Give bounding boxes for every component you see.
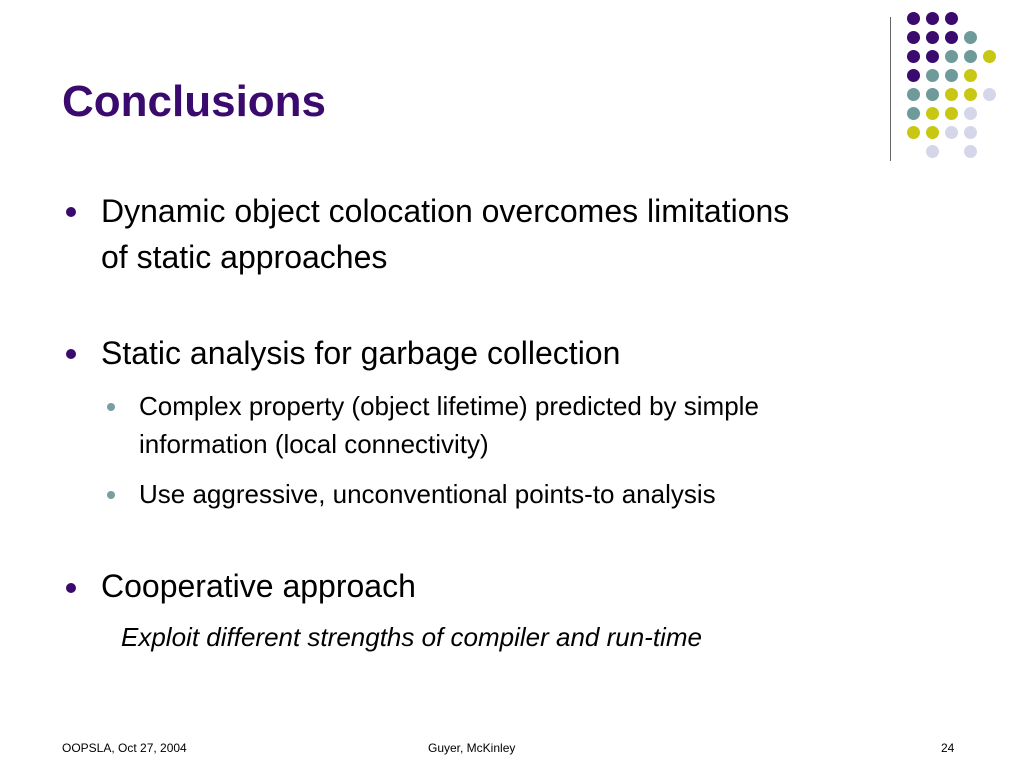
bullet-marker (66, 349, 76, 359)
decorative-dot (983, 88, 996, 101)
decorative-dot (926, 50, 939, 63)
footer-page-number: 24 (941, 741, 955, 755)
decorative-dot (907, 50, 920, 63)
decorative-dot (907, 88, 920, 101)
bullet-text-continued: of static approaches (101, 239, 388, 275)
decorative-dot (926, 69, 939, 82)
decorative-dot (945, 69, 958, 82)
decorative-dot (945, 31, 958, 44)
decorative-dot (964, 31, 977, 44)
decorative-dot (926, 145, 939, 158)
decorative-dot (926, 126, 939, 139)
decorative-dot (945, 126, 958, 139)
decorative-dot (926, 88, 939, 101)
sub-bullet-marker (107, 491, 115, 499)
sub-bullet-marker (107, 403, 115, 411)
decorative-dot (964, 88, 977, 101)
decorative-dot (945, 88, 958, 101)
decorative-dot-grid (905, 10, 1015, 170)
decorative-dot (907, 31, 920, 44)
bullet-marker (66, 583, 76, 593)
decorative-dot (964, 126, 977, 139)
decorative-dot (945, 107, 958, 120)
decorative-dot (907, 126, 920, 139)
bullet-text: Dynamic object colocation overcomes limitations (101, 193, 790, 229)
decorative-dot (964, 107, 977, 120)
decorative-dot (907, 69, 920, 82)
decorative-dot (964, 69, 977, 82)
decorative-dot (945, 12, 958, 25)
decorative-dot (983, 50, 996, 63)
sub-bullet-text: Use aggressive, unconventional points-to analysis (139, 479, 716, 509)
decorative-dot (945, 50, 958, 63)
sub-bullet-text: Complex property (object lifetime) predicted by simple (139, 391, 759, 421)
bullet-note: Exploit different strengths of compiler and run-time (121, 622, 702, 652)
decorative-dot (926, 12, 939, 25)
footer-center: Guyer, McKinley (428, 741, 516, 755)
title-divider-line (890, 17, 891, 161)
footer-left: OOPSLA, Oct 27, 2004 (62, 741, 187, 755)
slide-title: Conclusions (62, 77, 327, 126)
decorative-dot (964, 50, 977, 63)
decorative-dot (926, 31, 939, 44)
decorative-dot (926, 107, 939, 120)
decorative-dot (907, 107, 920, 120)
bullet-text: Cooperative approach (101, 568, 416, 604)
bullet-text: Static analysis for garbage collection (101, 335, 621, 371)
sub-bullet-text-continued: information (local connectivity) (139, 429, 489, 459)
decorative-dot (907, 12, 920, 25)
decorative-dot (964, 145, 977, 158)
bullet-marker (66, 207, 76, 217)
